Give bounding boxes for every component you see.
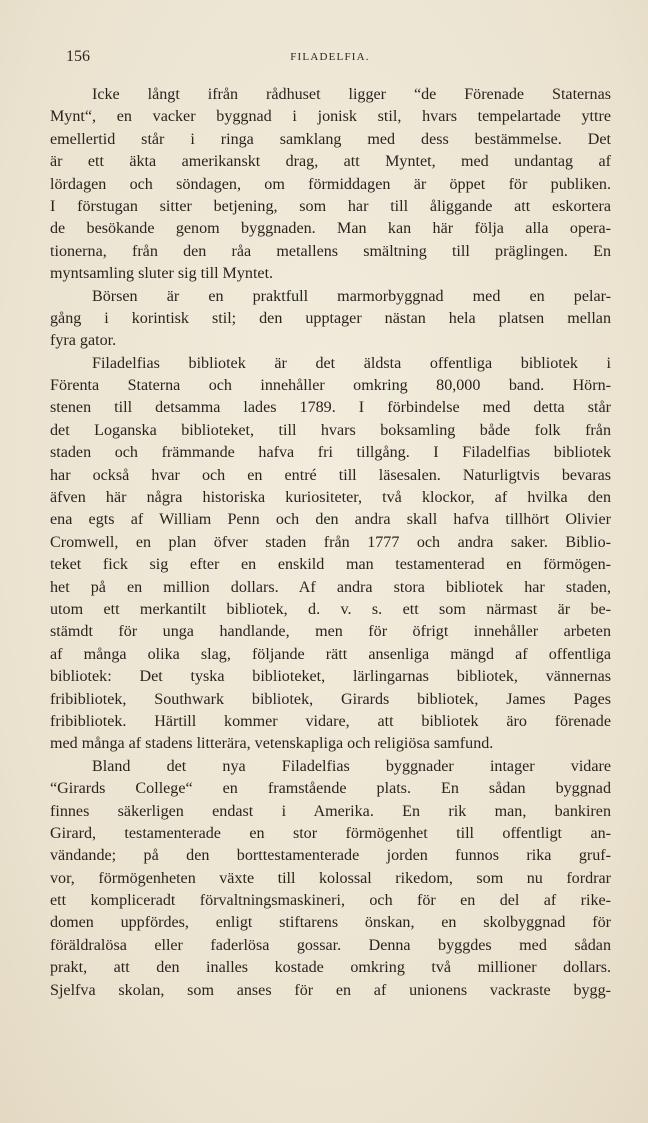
text-line: vor, förmögenheten växte till kolossal rikedom, som nu fordrar xyxy=(50,869,611,887)
text-line: de besökande genom byggnaden. Man kan här följa alla opera- xyxy=(50,220,611,238)
text-line: Girard, testamenterade en stor förmögenhet till offentligt an- xyxy=(50,824,611,842)
text-line: med många af stadens litterära, vetenskapliga och religiösa samfund. xyxy=(50,735,494,753)
text-line: Icke långt ifrån rådhuset ligger “de Förenade Staternas xyxy=(92,86,611,103)
text-line: teket fick sig efter en enskild man testamenterad en förmögen- xyxy=(50,556,611,574)
text-line: staden och främmande hafva fri tillgång. I Filadelfias bibliotek xyxy=(50,444,611,462)
body-text xyxy=(50,84,611,1002)
text-line: emellertid står i ringa samklang med dess bestämmelse. Det xyxy=(50,130,611,148)
text-line: finnes säkerligen endast i Amerika. En rik man, bankiren xyxy=(50,802,611,820)
text-line: lördagen och söndagen, om förmiddagen är öppet för publiken. xyxy=(50,175,611,193)
text-line: Mynt“, en vacker byggnad i jonisk stil, hvars tempelartade yttre xyxy=(50,108,611,126)
text-line: domen uppfördes, enligt stiftarens önskan, en skolbyggnad för xyxy=(50,914,611,932)
text-line: I förstugan sitter betjening, som har till åliggande att eskortera xyxy=(50,197,611,215)
text-line: stämdt för unga handlande, men för öfrigt innehåller arbeten xyxy=(50,623,611,641)
text-line: af många olika slag, följande rätt ansenliga mängd af offentliga xyxy=(50,645,611,663)
text-line: Filadelfias bibliotek är det äldsta offentliga bibliotek i xyxy=(92,354,611,372)
text-line: utom ett merkantilt bibliotek, d. v. s. ett som närmast är be- xyxy=(50,600,611,618)
text-line: Sjelfva skolan, som anses för en af unionens vackraste bygg- xyxy=(50,981,611,999)
text-line: ena egts af William Penn och den andra skall hafva tillhört Olivier xyxy=(50,511,611,529)
text-line: stenen till detsamma lades 1789. I förbindelse med detta står xyxy=(50,399,611,417)
text-line: myntsamling sluter sig till Myntet. xyxy=(50,265,274,283)
text-line: Börsen är en praktfull marmorbyggnad med en pelar- xyxy=(92,287,611,305)
page-number: 156 xyxy=(66,48,90,65)
text-line: het på en million dollars. Af andra stora bibliotek har staden, xyxy=(50,578,611,596)
text-line: tionerna, från den råa metallens smältning till präglingen. En xyxy=(50,242,611,260)
text-line: Bland det nya Filadelfias byggnader intager vidare xyxy=(92,757,611,775)
text-line: gång i korintisk stil; den upptager nästan hela platsen mellan xyxy=(50,309,611,327)
text-line: Cromwell, en plan öfver staden från 1777 och andra saker. Biblio- xyxy=(50,533,611,551)
text-line: vändande; på den borttestamenterade jorden funnos rika gruf- xyxy=(50,847,611,865)
text-line: är ett äkta amerikanskt drag, att Myntet, med undantag af xyxy=(50,153,611,171)
text-line: fribibliotek. Härtill kommer vidare, att bibliotek äro förenade xyxy=(50,712,611,730)
text-line: fribibliotek, Southwark bibliotek, Girards bibliotek, James Pages xyxy=(50,690,611,708)
text-line: “Girards College“ en framstående plats. En sådan byggnad xyxy=(50,780,611,798)
text-line: bibliotek: Det tyska biblioteket, lärlingarnas bibliotek, vännernas xyxy=(50,668,611,686)
text-line: det Loganska biblioteket, till hvars boksamling både folk från xyxy=(50,421,611,439)
text-line: fyra gator. xyxy=(50,332,117,350)
text-line: har också hvar och en entré till läsesalen. Naturligtvis bevaras xyxy=(50,466,611,484)
text-line: prakt, att den inalles kostade omkring två millioner dollars. xyxy=(50,959,611,977)
text-line: Förenta Staterna och innehåller omkring 80,000 band. Hörn- xyxy=(50,377,611,395)
text-line: föräldralösa eller faderlösa gossar. Denna byggdes med sådan xyxy=(50,936,611,954)
text-line: äfven här några historiska kuriositeter, två klockor, af hvilka den xyxy=(50,489,611,507)
text-line: ett kompliceradt förvaltningsmaskineri, och för en del af rike- xyxy=(50,892,611,910)
page-header xyxy=(50,48,610,70)
running-title: FILADELFIA. xyxy=(290,51,370,63)
